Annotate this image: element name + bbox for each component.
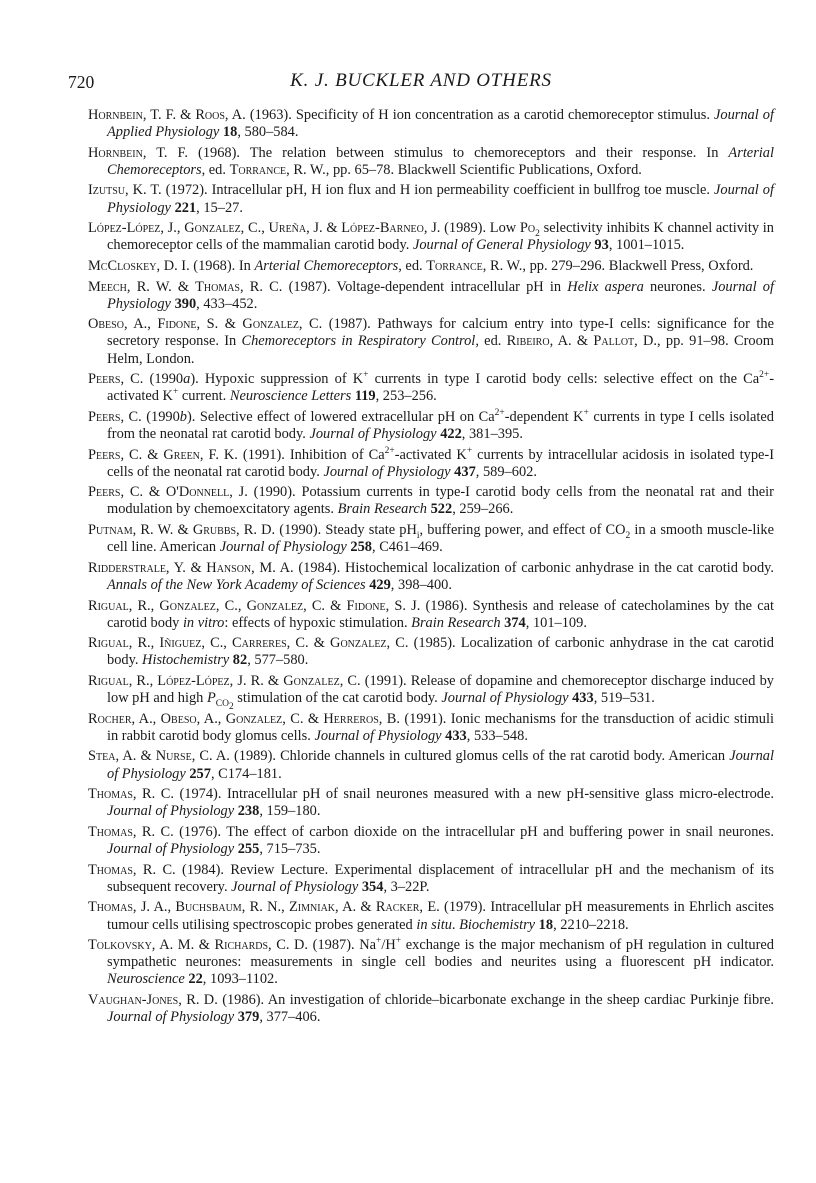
reference-authors: Obeso, A., Fidone, S. & Gonzalez, C. <box>88 316 323 333</box>
reference-year: (1984). <box>298 559 341 576</box>
reference-body: Intracellular pH, H ion flux and H ion permeability coefficient in bullfrog toe muscle. Journal of Physiology 221, 15–27. <box>107 182 774 216</box>
reference-item <box>88 748 774 782</box>
reference-authors: Hornbein, T. F. & Roos, A. <box>88 107 246 123</box>
reference-year: (1989). <box>444 220 487 237</box>
page-number: 720 <box>68 72 95 92</box>
reference-item <box>88 145 774 179</box>
reference-year: (1987). <box>312 937 355 954</box>
reference-year: (1990). <box>279 522 322 539</box>
reference-authors: Vaughan-Jones, R. D. <box>88 991 218 1008</box>
reference-authors: Rigual, R., Iñiguez, C., Carreres, C. & Gonzalez, C. <box>88 635 409 652</box>
reference-authors: Putnam, R. W. & Grubbs, R. D. <box>88 522 276 539</box>
reference-item <box>88 937 774 988</box>
reference-year: (1986). <box>425 597 468 614</box>
reference-body: Chloride channels in cultured glomus cells of the rat carotid body. American Journal of Physiology 257, C174–181. <box>107 748 774 782</box>
reference-year: (1991). <box>242 446 285 463</box>
reference-body: Histochemical localization of carbonic anhydrase in the cat carotid body. Annals of the New York Academy of Sciences 429, 398–400. <box>107 559 774 593</box>
reference-item <box>88 824 774 858</box>
reference-authors: Stea, A. & Nurse, C. A. <box>88 748 230 765</box>
reference-year: (1972). <box>165 182 208 199</box>
running-head: K. J. BUCKLER AND OTHERS <box>290 70 552 91</box>
reference-authors: Peers, C. & O'Donnell, J. <box>88 484 248 501</box>
reference-item <box>88 522 774 556</box>
reference-body: Potassium currents in type-I carotid body cells from the neonatal rat and their modulation by chemoexcitatory agents. Brain Research 522, 259–266. <box>107 484 774 518</box>
reference-body: Low $Po_2$ selectivity inhibits K channel activity in chemoreceptor cells of the mammalian carotid body. Journal of General Physiology 93, 1001–1015. <box>107 220 774 254</box>
reference-item <box>88 220 774 254</box>
reference-authors: Thomas, R. C. <box>88 861 176 878</box>
reference-body: Review Lecture. Experimental displacement of intracellular pH and the mechanism of its subsequent recovery. Journal of Physiology 354, 3–22P. <box>107 861 774 895</box>
reference-item <box>88 635 774 669</box>
reference-item <box>88 673 774 712</box>
reference-year: (1968). <box>193 257 236 274</box>
reference-body: Intracellular pH of snail neurones measured with a new pH-sensitive glass micro-electrode. Journal of Physiology 238, 159–180. <box>107 786 774 820</box>
reference-item <box>88 409 774 443</box>
reference-body: The effect of carbon dioxide on the intracellular pH and buffering power in snail neurones. Journal of Physiology 255, 715–735. <box>107 823 774 858</box>
reference-body: Specificity of H ion concentration as a carotid chemoreceptor stimulus. Journal of Applied Physiology 18, 580–584. <box>107 107 774 141</box>
reference-year: (1987). <box>328 316 371 333</box>
reference-body: Release of dopamine and chemoreceptor discharge induced by low pH and high $P_{CO_2}$ stimulation of the cat carotid body. Journal of Physiology 433, 519–531. <box>107 673 774 712</box>
reference-year: (1986). <box>222 991 265 1008</box>
reference-body: Voltage-dependent intracellular pH in Helix aspera neurones. Journal of Physiology 390, 433–452. <box>107 278 774 312</box>
reference-authors: Meech, R. W. & Thomas, R. C. <box>88 278 283 295</box>
reference-year: (1990). <box>253 484 296 501</box>
reference-year: (1987). <box>288 278 331 295</box>
reference-year: (1979). <box>444 899 486 916</box>
reference-item <box>88 279 774 313</box>
reference-body: Na+/H+ exchange is the major mechanism of pH regulation in cultured sympathetic neurones: measurements in single cell bodies and neurites using a fluorescent pH indicator. Neuroscience 22, 1093–1102. <box>107 936 774 988</box>
reference-item <box>88 484 774 518</box>
reference-year: (1963). <box>249 107 292 123</box>
reference-body: Hypoxic suppression of K+ currents in type I carotid body cells: selective effect on the $Ca^{2+}$-activated K+ current. Neuroscience Letters 119, 253–256. <box>107 370 774 405</box>
reference-year: (1990b). <box>146 408 196 425</box>
reference-item <box>88 316 774 367</box>
reference-authors: Thomas, R. C. <box>88 786 174 803</box>
reference-authors: Ridderstrale, Y. & Hanson, M. A. <box>88 559 294 576</box>
reference-body: An investigation of chloride–bicarbonate exchange in the sheep cardiac Purkinje fibre. Journal of Physiology 379, 377–406. <box>107 991 774 1026</box>
reference-authors: McCloskey, D. I. <box>88 257 190 274</box>
reference-body: Synthesis and release of catecholamines by the cat carotid body in vitro: effects of hypoxic stimulation. Brain Research 374, 101–109. <box>107 597 774 631</box>
reference-authors: Rigual, R., Gonzalez, C., Gonzalez, C. & Fidone, S. J. <box>88 597 421 614</box>
reference-authors: Thomas, J. A., Buchsbaum, R. N., Zimniak, A. & Racker, E. <box>88 899 440 916</box>
reference-item <box>88 560 774 594</box>
reference-body: Steady state $pH_i$, buffering power, and effect of $CO_2$ in a smooth muscle-like cell line. American Journal of Physiology 258, C461–469. <box>107 522 774 556</box>
reference-item <box>88 598 774 632</box>
reference-year: (1976). <box>179 823 222 840</box>
reference-authors: Hornbein, T. F. <box>88 144 188 161</box>
reference-year: (1985). <box>413 635 456 652</box>
reference-body: Ionic mechanisms for the transduction of acidic stimuli in rabbit carotid body glomus cells. Journal of Physiology 433, 533–548. <box>107 710 774 744</box>
reference-year: (1968). <box>198 144 240 161</box>
reference-item <box>88 899 774 933</box>
reference-body: Inhibition of $Ca^{2+}$-activated K+ currents by intracellular acidosis in isolated type-I cells of the neonatal rat carotid body. Journal of Physiology 437, 589–602. <box>107 445 775 480</box>
reference-item <box>88 447 774 481</box>
reference-list <box>88 107 774 1030</box>
reference-item <box>88 107 774 141</box>
reference-body: Selective effect of lowered extracellular pH on $Ca^{2+}$-dependent K+ currents in type I cells isolated from the neonatal rat carotid body. Journal of Physiology 422, 381–395. <box>107 408 774 442</box>
reference-authors: Peers, C. <box>88 408 142 425</box>
reference-body: Intracellular pH measurements in Ehrlich ascites tumour cells utilising spectroscopic probes generated in situ. Biochemistry 18, 2210–2218. <box>107 899 774 933</box>
reference-authors: Thomas, R. C. <box>88 823 174 840</box>
reference-authors: Peers, C. <box>88 371 144 388</box>
reference-body: Pathways for calcium entry into type-I cells: significance for the secretory response. In Chemoreceptors in Respiratory Control, ed. Ribeiro, A. & Pallot, D., pp. 91–98. Croom Helm, London. <box>107 316 775 367</box>
reference-body: In Arterial Chemoreceptors, ed. Torrance, R. W., pp. 279–296. Blackwell Press, Oxford. <box>238 257 754 274</box>
reference-authors: Izutsu, K. T. <box>88 182 162 199</box>
reference-authors: Peers, C. & Green, F. K. <box>88 446 238 463</box>
reference-authors: Rocher, A., Obeso, A., Gonzalez, C. & Herreros, B. <box>88 710 400 727</box>
reference-year: (1984). <box>182 861 224 878</box>
reference-authors: López-López, J., Gonzalez, C., Ureña, J. & López-Barneo, J. <box>88 220 441 237</box>
reference-item <box>88 258 774 275</box>
reference-item <box>88 182 774 216</box>
reference-item <box>88 371 774 405</box>
reference-year: (1990a). <box>149 371 199 388</box>
page-header <box>68 70 774 102</box>
reference-authors: Rigual, R., López-López, J. R. & Gonzalez, C. <box>88 673 361 690</box>
reference-item <box>88 711 774 745</box>
reference-authors: Tolkovsky, A. M. & Richards, C. D. <box>88 937 309 954</box>
reference-body: The relation between stimulus to chemoreceptors and their response. In Arterial Chemoreceptors, ed. Torrance, R. W., pp. 65–78. Blackwell Scientific Publications, Oxford. <box>107 144 774 178</box>
reference-year: (1991). <box>404 710 447 727</box>
reference-body: Localization of carbonic anhydrase in the cat carotid body. Histochemistry 82, 577–580. <box>107 635 774 669</box>
reference-year: (1991). <box>364 673 407 690</box>
reference-item <box>88 862 774 896</box>
reference-year: (1974). <box>179 786 222 803</box>
reference-item <box>88 786 774 820</box>
reference-year: (1989). <box>234 748 276 765</box>
reference-item <box>88 992 774 1026</box>
